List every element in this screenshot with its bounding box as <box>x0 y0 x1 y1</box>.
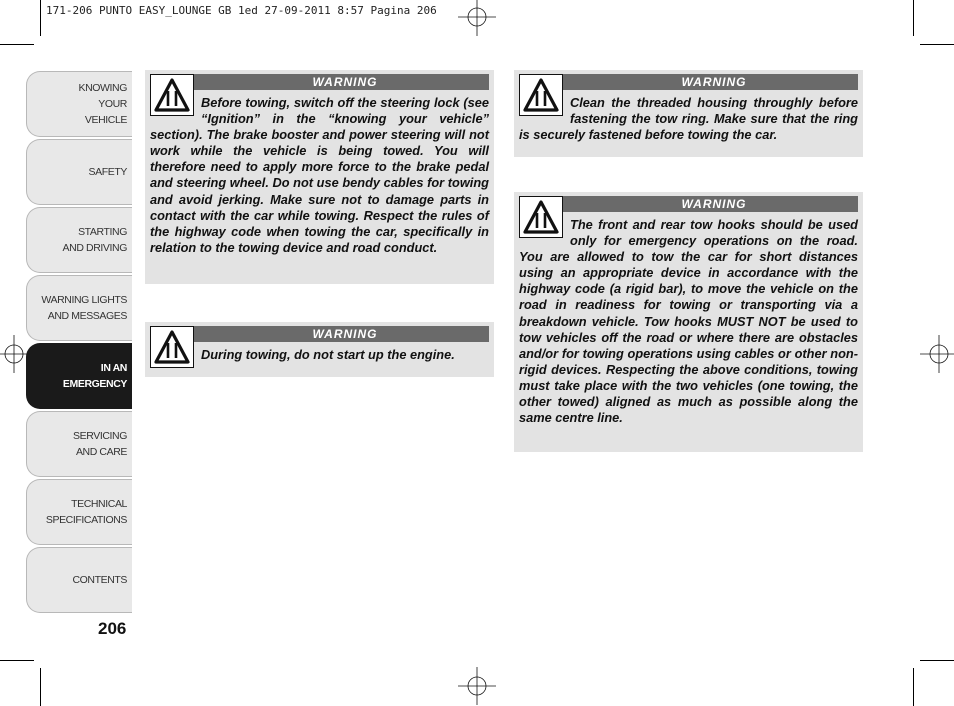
crop-mark <box>0 660 34 661</box>
warning-title: WARNING <box>150 74 489 90</box>
print-header: 171-206 PUNTO EASY_LOUNGE GB 1ed 27-09-2011 8:57 Pagina 206 <box>46 4 437 17</box>
crop-mark <box>913 0 914 36</box>
warning-title: WARNING <box>150 326 489 342</box>
registration-mark-icon <box>458 667 496 705</box>
warning-box <box>145 70 494 284</box>
warning-text: Before towing, switch off the steering lock (see “Ignition” in the “knowing your vehicle” section). The brake booster and power steering will not work while the vehicle is being towed. You will therefore need to apply more force to the brake pedal and steering wheel. Do not use bendy cables for towing and avoid jerking. Make sure not to damage parts in contact with the car while towing. Respect the rules of the highway code when towing the car, specifically in relation to the towing device and road conduct. <box>150 95 489 255</box>
crop-mark <box>920 44 954 45</box>
sidebar-tab-in-an-emergency[interactable]: IN AN EMERGENCY <box>26 343 132 409</box>
warning-triangle-icon <box>519 74 563 116</box>
sidebar-tab-servicing-and-care[interactable]: SERVICING AND CARE <box>26 411 132 477</box>
registration-mark-icon <box>458 0 496 36</box>
warning-triangle-icon <box>519 196 563 238</box>
warning-title: WARNING <box>519 196 858 212</box>
crop-mark <box>913 668 914 706</box>
warning-box <box>514 192 863 452</box>
crop-mark <box>40 0 41 36</box>
warning-text: The front and rear tow hooks should be used only for emergency operations on the road. You are allowed to tow the car for short distances using an appropriate device in accordance with the highway code (a rigid bar), to move the vehicle on the road in readiness for towing or transporting via a breakdown vehicle. Tow hooks MUST NOT be used to tow vehicles off the road or where there are obstacles and/or for towing operations using cables or other non-rigid devices. Respecting the above conditions, towing must take place with the two vehicles (one towing, the other towed) aligned as much as possible along the same centre line. <box>519 217 858 426</box>
warning-text: Clean the threaded housing throughly before fastening the tow ring. Make sure that the ring is securely fastened before towing the car. <box>519 95 858 143</box>
warning-title: WARNING <box>519 74 858 90</box>
sidebar-tab-technical-specifications[interactable]: TECHNICAL SPECIFICATIONS <box>26 479 132 545</box>
sidebar-tab-contents[interactable]: CONTENTS <box>26 547 132 613</box>
registration-mark-icon <box>920 335 954 373</box>
warning-triangle-icon <box>150 326 194 368</box>
sidebar-tab-warning-lights[interactable]: WARNING LIGHTS AND MESSAGES <box>26 275 132 341</box>
crop-mark <box>40 668 41 706</box>
sidebar-tab-starting-and-driving[interactable]: STARTING AND DRIVING <box>26 207 132 273</box>
warning-box <box>145 322 494 377</box>
sidebar-tab-safety[interactable]: SAFETY <box>26 139 132 205</box>
crop-mark <box>0 44 34 45</box>
crop-mark <box>920 660 954 661</box>
warning-triangle-icon <box>150 74 194 116</box>
page-number: 206 <box>98 619 127 638</box>
warning-box <box>514 70 863 157</box>
warning-text: During towing, do not start up the engine. <box>201 347 455 362</box>
sidebar-tab-knowing-your-vehicle[interactable]: KNOWING YOUR VEHICLE <box>26 71 132 137</box>
